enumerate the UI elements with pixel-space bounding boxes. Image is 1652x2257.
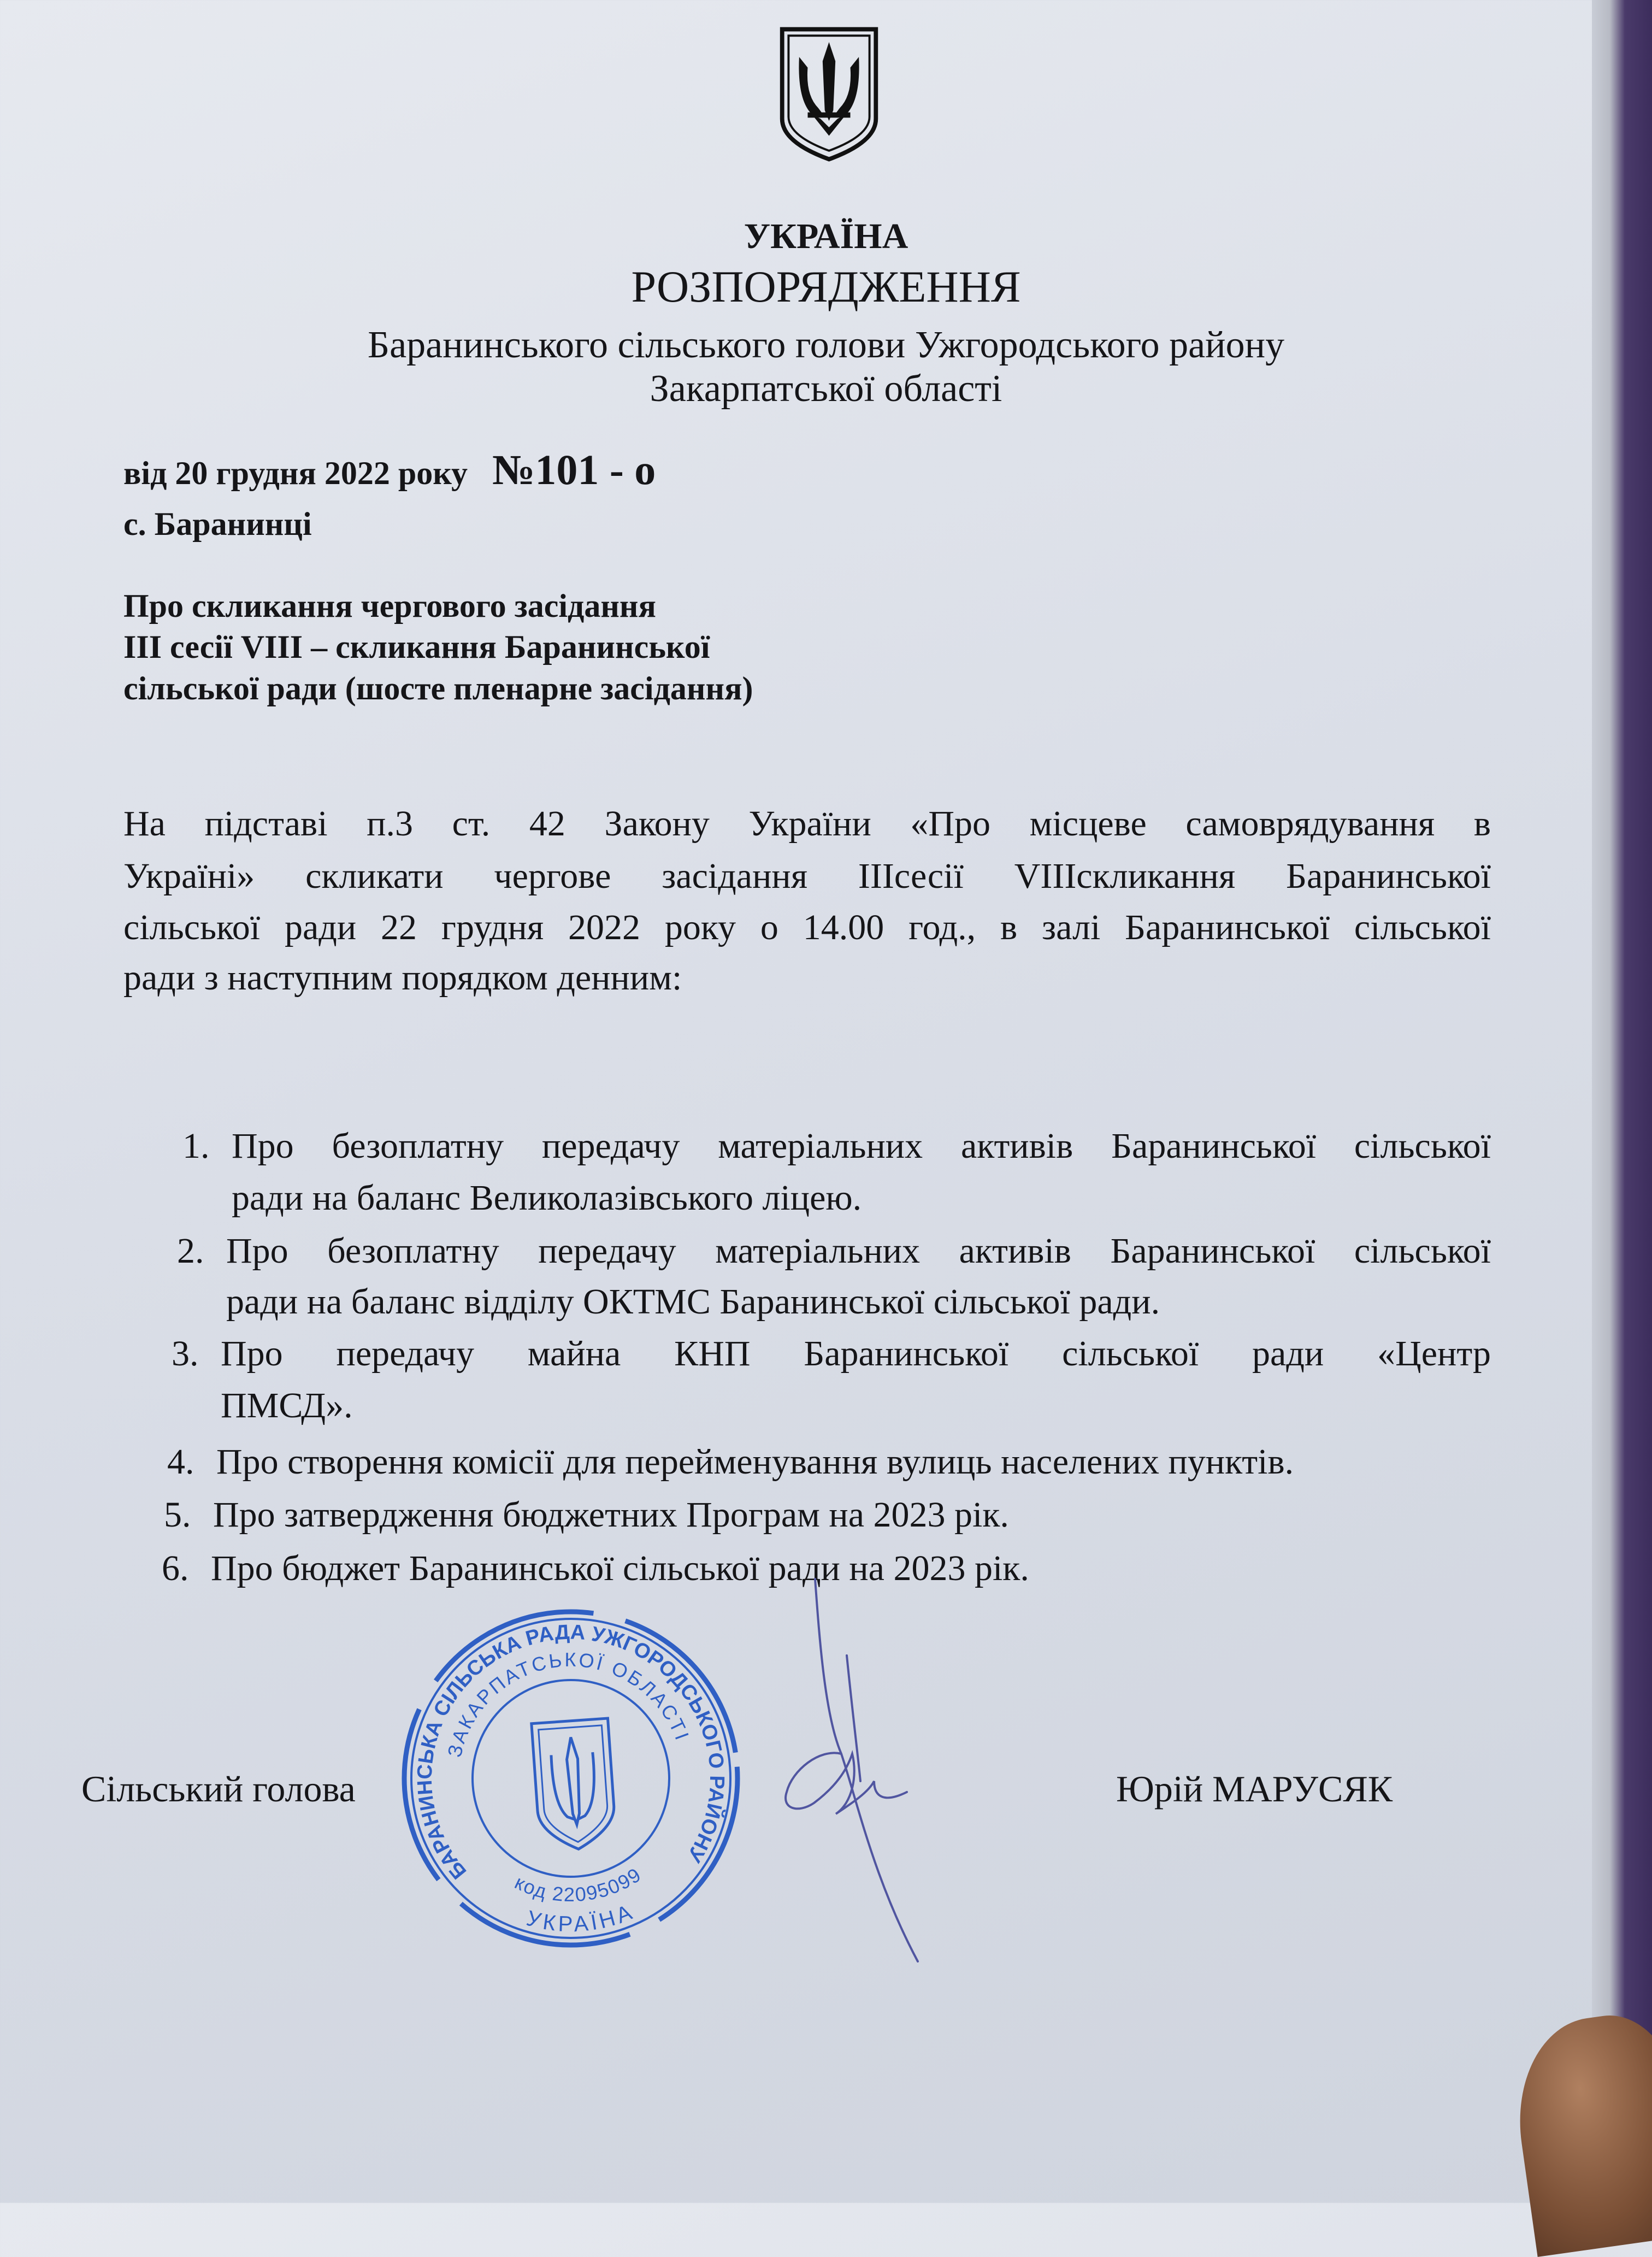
official-stamp (381, 1589, 760, 1968)
handwritten-signature (765, 1574, 961, 1967)
agenda-item: Про створення комісії для перейменування вулиць населених пунктів. (216, 1442, 1294, 1482)
document-date (123, 445, 656, 494)
stamp-trident-icon (532, 1718, 617, 1852)
agenda-item-cont: ради на баланс відділу ОКТМС Баранинської сільської ради. (226, 1282, 1160, 1322)
trident-coat-of-arms-icon (776, 25, 882, 164)
agenda-item-cont: ПМСД». (221, 1386, 353, 1425)
subject-line: ІІІ сесії VIII – скликання Баранинської (123, 629, 710, 665)
agenda-item: Про затвердження бюджетних Програм на 2023 рік. (213, 1495, 1009, 1535)
country-heading: УКРАЇНА (744, 216, 908, 256)
stamp-code-text: код 22095099 (511, 1863, 646, 1906)
agenda-item: Про бюджет Баранинської сільської ради на 2023 рік. (211, 1548, 1029, 1588)
subject-line: сільської ради (шосте пленарне засідання) (123, 670, 753, 706)
stamp-inner-text: ЗАКАРПАТСЬКОЇ ОБЛАСТІ (442, 1648, 694, 1760)
body-line: ради з наступним порядком денним: (123, 958, 682, 998)
agenda-item: Про передачу майна КНП Баранинської сільської ради «Центр (221, 1334, 1491, 1374)
date-text: від 20 грудня 2022 року (123, 455, 468, 491)
issuer-line-2: Закарпатської області (650, 368, 1002, 410)
body-line: Україні» скликати чергове засідання ІІІсесії VIIIскликання Баранинської (123, 856, 1491, 896)
document-type: РОЗПОРЯДЖЕННЯ (631, 262, 1021, 311)
agenda-item: Про безоплатну передачу матеріальних активів Баранинської сільської (226, 1231, 1491, 1271)
agenda-number: 5. (164, 1495, 191, 1535)
signatory-position: Сільський голова (81, 1768, 356, 1810)
stamp-outer-text: БАРАНИНСЬКА СІЛЬСЬКА РАДА УЖГОРОДСЬКОГО РАЙОНУ (413, 1620, 729, 1883)
agenda-number: 6. (162, 1548, 189, 1588)
agenda-number: 1. (182, 1126, 210, 1166)
subject-line: Про скликання чергового засідання (123, 588, 656, 624)
agenda-item: Про безоплатну передачу матеріальних активів Баранинської сільської (232, 1126, 1491, 1166)
agenda-number: 4. (167, 1442, 194, 1482)
agenda-item-cont: ради на баланс Великолазівського ліцею. (232, 1178, 862, 1218)
agenda-number: 3. (172, 1334, 199, 1374)
issuer-line-1: Баранинського сільського голови Ужгородського району (367, 324, 1285, 366)
agenda-number: 2. (177, 1231, 204, 1271)
finger (1506, 2007, 1652, 2257)
signatory-name: Юрій МАРУСЯК (1116, 1768, 1393, 1810)
document-place: с. Баранинці (123, 506, 312, 542)
document-number: №101 - о (492, 446, 656, 493)
body-line: На підставі п.3 ст. 42 Закону України «Про місцеве самоврядування в (123, 804, 1491, 844)
stamp-country-text: УКРАЇНА (524, 1899, 639, 1937)
body-line: сільської ради 22 грудня 2022 року о 14.00 год., в залі Баранинської сільської (123, 907, 1491, 947)
